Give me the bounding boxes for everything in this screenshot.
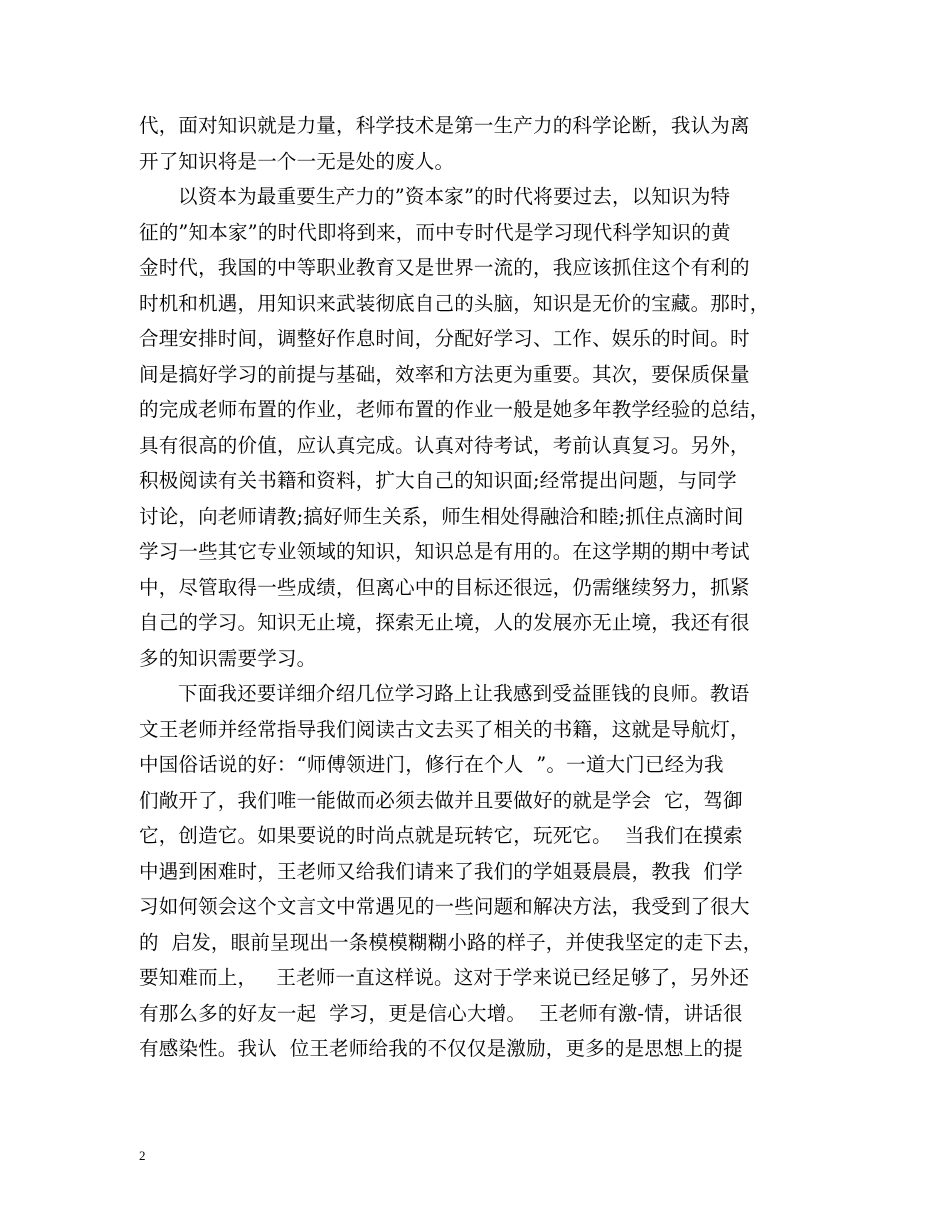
text-line: 它，创造它。如果要说的时尚点就是玩转它，玩死它。 当我们在摸索 [139, 824, 743, 847]
text-line: 金时代，我国的中等职业教育又是世界一流的，我应该抓住这个有利的 [139, 256, 750, 279]
text-line: 们敞开了，我们唯一能做而必须去做并且要做好的就是学会 它，驾御 [139, 788, 743, 812]
text-line: 的完成老师布置的作业，老师布置的作业一般是她多年教学经验的总结， [139, 398, 770, 421]
text-line: 学习一些其它专业领域的知识，知识总是有用的。在这学期的期中考试 [139, 540, 750, 563]
page-number: 2 [139, 1148, 146, 1163]
text-line: 下面我还要详细介绍几位学习路上让我感到受益匪钱的良师。教语 [178, 682, 750, 705]
text-line: 有感染性。我认 位王老师给我的不仅仅是激励，更多的是思想上的提 [139, 1037, 743, 1060]
text-line: 合理安排时间，调整好作息时间，分配好学习、工作、娱乐的时间。时 [139, 327, 750, 350]
text-line: 征的”知本家”的时代即将到来，而中专时代是学习现代科学知识的黄 [139, 220, 731, 244]
text-line: 中国俗话说的好：“师傅领进门，修行在个人 ”。一道大门已经为我 [139, 753, 724, 776]
text-line: 有那么多的好友一起 学习，更是信心大增。 王老师有激-情，讲话很 [139, 1001, 743, 1025]
text-line: 中遇到困难时，王老师又给我们请来了我们的学姐聂晨晨，教我 们学 [139, 859, 743, 883]
text-line: 的 启发，眼前呈现出一条模模糊糊小路的样子，并使我坚定的走下去， [139, 930, 763, 954]
text-line: 多的知识需要学习。 [139, 646, 317, 670]
text-line: 代，面对知识就是力量，科学技术是第一生产力的科学论断，我认为离 [139, 114, 750, 137]
text-line: 间是搞好学习的前提与基础，效率和方法更为重要。其次，要保质保量 [139, 362, 750, 386]
text-line: 文王老师并经常指导我们阅读古文去买了相关的书籍，这就是导航灯， [139, 717, 750, 741]
text-line: 中，尽管取得一些成绩，但离心中的目标还很远，仍需继续努力，抓紧 [139, 575, 750, 599]
text-line: 习如何领会这个文言文中常遇见的一些问题和解决方法，我受到了很大 [139, 895, 750, 918]
text-line: 时机和机遇，用知识来武装彻底自己的头脑，知识是无价的宝藏。那时， [139, 291, 770, 315]
text-line: 积极阅读有关书籍和资料，扩大自己的知识面;经常提出问题，与同学 [139, 469, 737, 492]
body-text [139, 108, 829, 1067]
text-line: 讨论，向老师请教;搞好师生关系，师生相处得融洽和睦;抓住点滴时间 [139, 504, 744, 528]
text-line: 要知难而上， 王老师一直这样说。这对于学来说已经足够了，另外还 [139, 966, 750, 989]
text-line: 开了知识将是一个一无是处的废人。 [139, 149, 455, 173]
text-line: 具有很高的价值，应认真完成。认真对待考试，考前认真复习。另外， [139, 433, 750, 457]
text-line: 自己的学习。知识无止境，探索无止境，人的发展亦无止境，我还有很 [139, 611, 750, 634]
text-line: 以资本为最重要生产力的”资本家”的时代将要过去，以知识为特 [178, 185, 731, 208]
